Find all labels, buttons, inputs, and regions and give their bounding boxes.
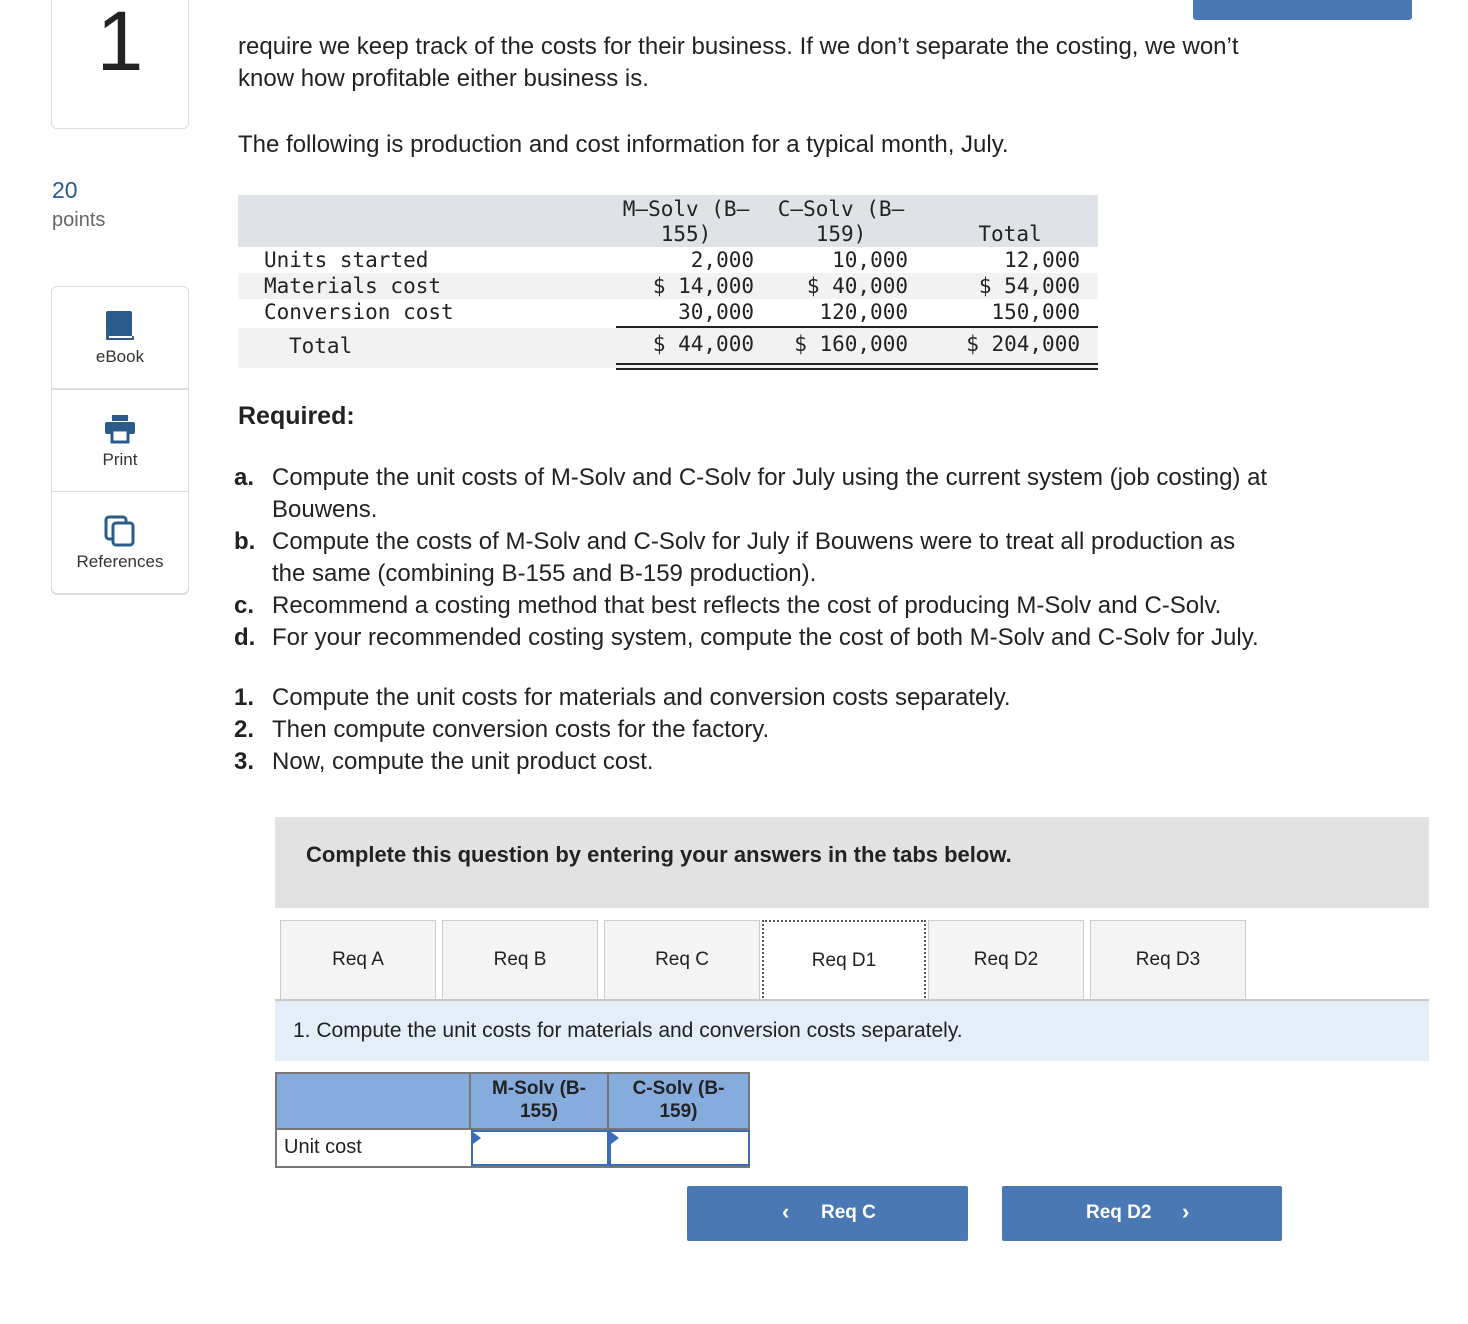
step-prompt: 1. Compute the unit costs for materials and conversion costs separately. [293, 1019, 963, 1042]
instruction-box [275, 817, 1429, 908]
table-row [238, 299, 1098, 325]
points-value: 20 [52, 177, 78, 203]
tab-req-d1[interactable]: Req D1 [762, 920, 926, 1002]
required-item-c [234, 590, 1221, 622]
ebook-button[interactable] [51, 286, 189, 389]
step-text: Then compute conversion costs for the factory. [272, 716, 770, 743]
tab-req-b[interactable]: Req B [442, 920, 598, 1000]
required-item-a-cont: Bouwens. [272, 496, 378, 523]
required-heading: Required: [238, 402, 355, 430]
total-csolv: $ 160,000 [794, 332, 908, 356]
table-row [238, 247, 1098, 273]
double-rule-bottom [616, 368, 1098, 370]
chevron-right-icon: › [1182, 1199, 1190, 1224]
question-number: 1 [96, 0, 144, 88]
input-marker-icon [611, 1132, 619, 1144]
item-marker: a. [234, 464, 255, 491]
tab-req-a[interactable]: Req A [280, 920, 436, 1000]
unit-cost-label: Unit cost [284, 1136, 362, 1158]
header-csolv-line2: 159) [815, 222, 867, 246]
row-msolv: 30,000 [678, 300, 754, 324]
table-row-total [238, 328, 1098, 368]
prev-tab-button[interactable] [687, 1186, 968, 1241]
row-label: Units started [264, 248, 429, 272]
row-total: 150,000 [991, 300, 1080, 324]
instruction-text: Complete this question by entering your answers in the tabs below. [306, 842, 1012, 867]
item-text: Compute the unit costs of M-Solv and C-Solv for July using the current system (job costing) at [272, 464, 1268, 491]
copy-icon [103, 514, 137, 548]
answer-header-msolv-line2: 155) [519, 1101, 559, 1122]
csolv-unit-cost-input[interactable] [609, 1130, 750, 1166]
intro-line-3: The following is production and cost information for a typical month, July. [238, 131, 1009, 158]
answer-header-msolv [471, 1072, 607, 1130]
step-marker: 2. [234, 716, 255, 743]
step-text: Now, compute the unit product cost. [272, 748, 654, 775]
tab-req-c[interactable]: Req C [604, 920, 760, 1000]
item-text: Compute the costs of M-Solv and C-Solv for July if Bouwens were to treat all production as [272, 528, 1236, 555]
header-msolv-line2: 155) [660, 222, 712, 246]
row-msolv: $ 14,000 [652, 274, 754, 298]
item-marker: c. [234, 592, 255, 619]
step-item-2 [234, 714, 769, 746]
tab-req-d2[interactable]: Req D2 [928, 920, 1084, 1000]
answer-row-unit-cost [275, 1130, 750, 1168]
step-text: Compute the unit costs for materials and conversion costs separately. [272, 684, 1011, 711]
row-msolv: 2,000 [690, 248, 754, 272]
row-csolv: 120,000 [819, 300, 908, 324]
row-csolv: 10,000 [832, 248, 908, 272]
answer-header-csolv-line2: 159) [659, 1101, 698, 1122]
intro-line-1: require we keep track of the costs for their business. If we don’t separate the costing, we won’t [238, 33, 1239, 60]
row-label: Conversion cost [264, 300, 454, 324]
references-button[interactable] [51, 491, 189, 594]
header-csolv-line1: C–Solv (B– [777, 197, 905, 221]
double-rule-top [616, 363, 1098, 365]
ebook-label: eBook [95, 347, 145, 366]
required-item-b-cont: the same (combining B-155 and B-159 production). [272, 560, 817, 587]
total-label: Total [289, 334, 353, 358]
input-marker-icon [473, 1132, 481, 1144]
step-marker: 1. [234, 684, 255, 711]
required-item-d [234, 622, 1259, 654]
references-label: References [76, 552, 164, 571]
answer-header-csolv-line1: C-Solv (B- [632, 1078, 725, 1099]
print-label: Print [102, 450, 138, 469]
answer-header-msolv-line1: M-Solv (B- [492, 1078, 586, 1099]
row-label: Materials cost [264, 274, 442, 298]
step-prompt-band [275, 1001, 1429, 1061]
item-marker: d. [234, 624, 256, 651]
top-action-button[interactable] [1193, 0, 1412, 20]
next-tab-label: Req D2 [1086, 1202, 1152, 1223]
item-marker: b. [234, 528, 256, 555]
step-item-3 [234, 746, 654, 778]
row-total: 12,000 [1004, 248, 1080, 272]
chevron-left-icon: ‹ [782, 1199, 790, 1224]
row-total: $ 54,000 [978, 274, 1080, 298]
printer-icon [103, 412, 137, 446]
header-msolv-line1: M–Solv (B– [622, 197, 750, 221]
msolv-unit-cost-input[interactable] [471, 1130, 609, 1166]
table-row [238, 273, 1098, 299]
answer-table [275, 1072, 750, 1168]
row-csolv: $ 40,000 [806, 274, 908, 298]
item-text: For your recommended costing system, compute the cost of both M-Solv and C-Solv for July. [272, 624, 1259, 651]
prev-tab-label: Req C [821, 1202, 876, 1223]
tab-req-d3[interactable]: Req D3 [1090, 920, 1246, 1000]
total-msolv: $ 44,000 [652, 332, 754, 356]
answer-header-csolv [609, 1072, 748, 1130]
required-item-a [234, 462, 1267, 494]
intro-line-2: know how profitable either business is. [238, 65, 649, 92]
points-label: points [52, 209, 106, 231]
next-tab-button[interactable] [1002, 1186, 1282, 1241]
header-total: Total [978, 222, 1042, 246]
step-item-1 [234, 682, 1011, 714]
total-total: $ 204,000 [966, 332, 1080, 356]
step-marker: 3. [234, 748, 255, 775]
book-icon [103, 309, 137, 343]
item-text: Recommend a costing method that best reflects the cost of producing M-Solv and C-Solv. [272, 592, 1222, 619]
required-item-b [234, 526, 1235, 558]
question-number-box [51, 0, 189, 129]
print-button[interactable] [51, 389, 189, 492]
